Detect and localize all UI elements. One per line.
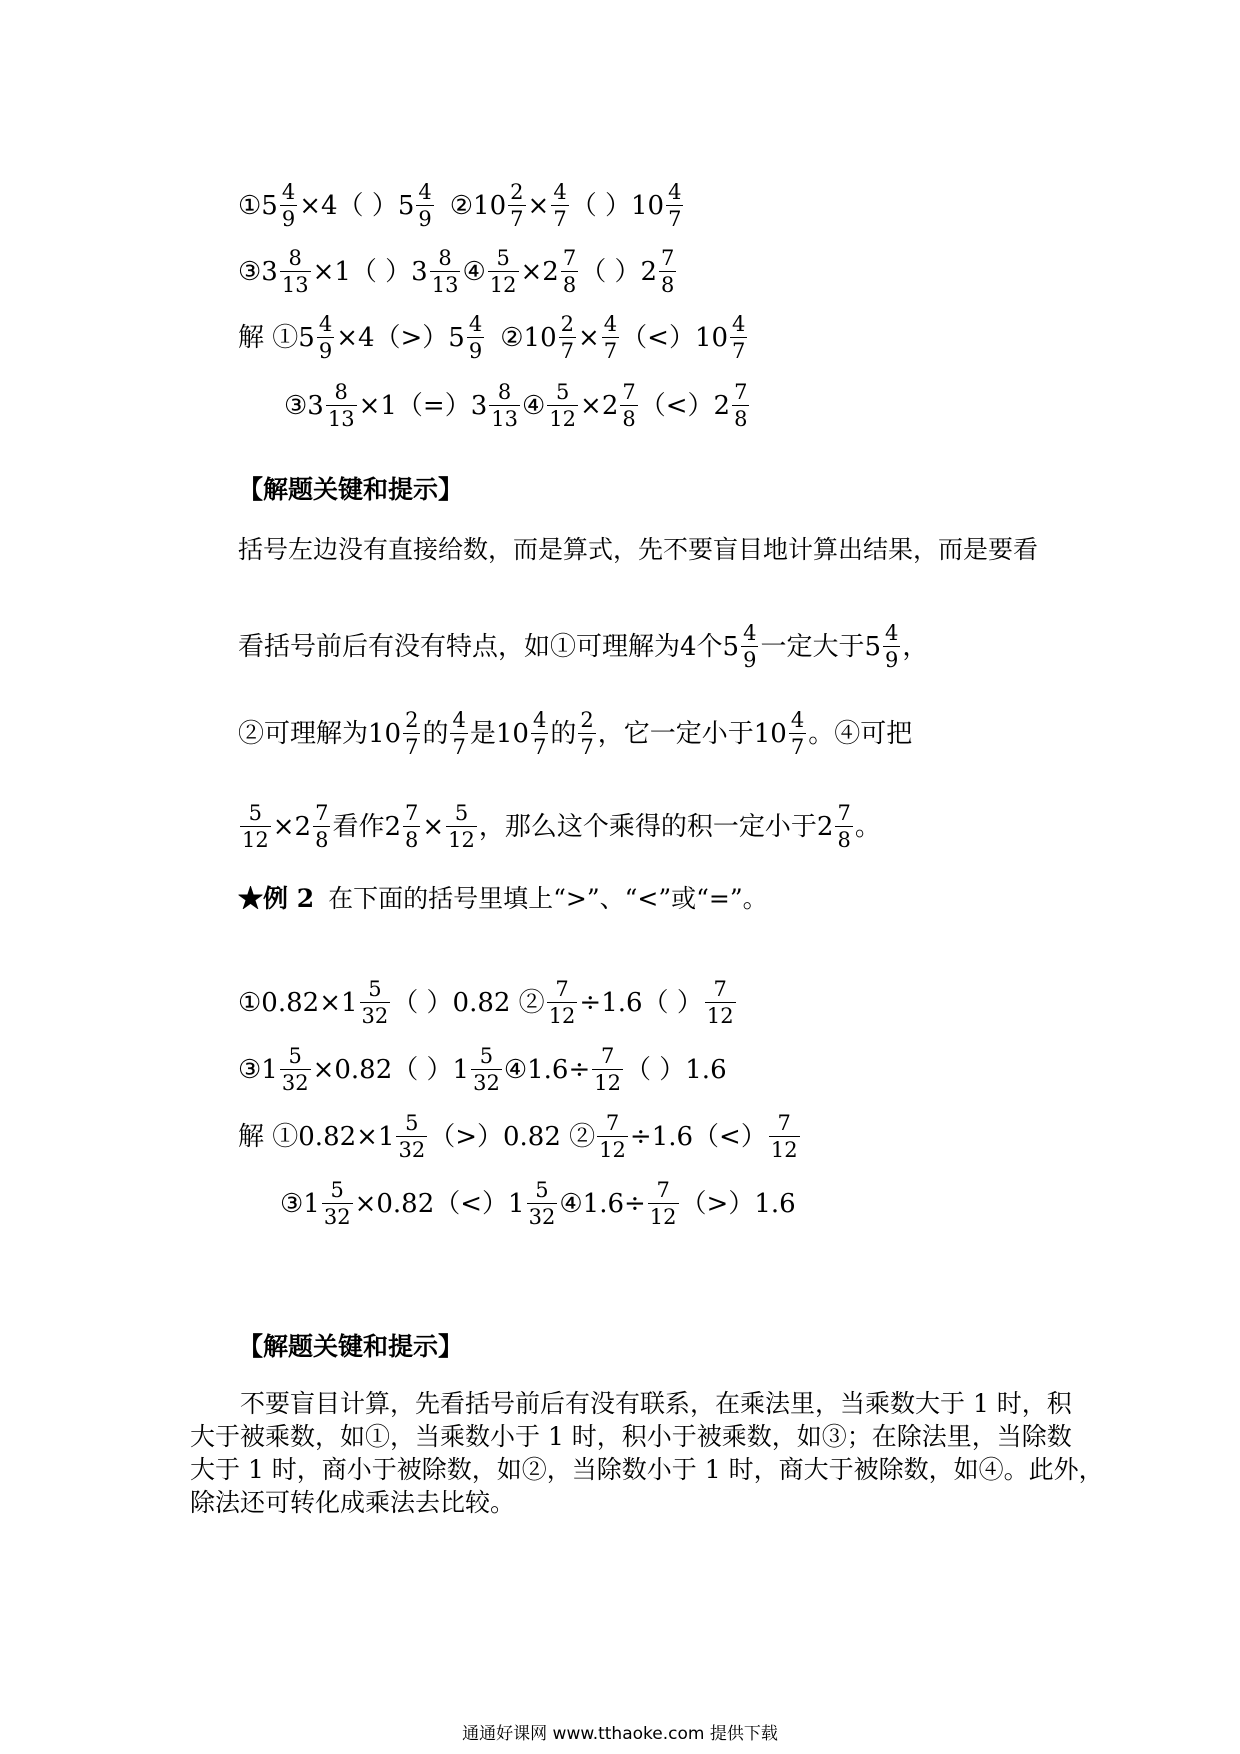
- numerator: 4: [668, 180, 682, 204]
- fraction: [659, 246, 676, 297]
- denominator: 32: [281, 1071, 309, 1095]
- fraction: [769, 1111, 800, 1162]
- fraction: [467, 312, 484, 363]
- text: （>）0.82 ②: [429, 1121, 596, 1152]
- hint-1-paragraph-1: 括号左边没有直接给数，而是算式，先不要盲目地计算出结果，而是要看: [238, 535, 1039, 564]
- ex1-solution-2: [284, 380, 751, 431]
- fraction: [471, 1044, 502, 1095]
- text: ×0.82（ ）1: [312, 1054, 470, 1085]
- numerator: 5: [368, 977, 382, 1001]
- text: 看作2: [332, 811, 401, 842]
- denominator: 12: [489, 273, 517, 297]
- numerator: 4: [418, 180, 432, 204]
- ex1-line-2: [238, 246, 678, 297]
- fraction: [446, 801, 477, 852]
- text: ×: [422, 811, 445, 842]
- numerator: 5: [330, 1178, 344, 1202]
- fraction: [551, 180, 568, 231]
- text: ②10: [500, 322, 557, 353]
- example-label: ★例 2: [238, 884, 315, 913]
- text: 解 ①5: [238, 322, 315, 353]
- numerator: 4: [732, 312, 746, 336]
- denominator: 12: [594, 1071, 621, 1095]
- denominator: 32: [361, 1004, 389, 1028]
- hint-1-paragraph-3: [238, 708, 912, 759]
- text: ×: [527, 190, 550, 221]
- hint-heading-1: 【解题关键和提示】: [238, 475, 464, 504]
- denominator: 7: [532, 735, 547, 759]
- numerator: 7: [837, 801, 851, 825]
- denominator: 8: [837, 828, 851, 852]
- fraction: [741, 621, 758, 672]
- denominator: 9: [318, 339, 333, 363]
- text: （ ）1.6: [625, 1054, 727, 1085]
- numerator: 5: [454, 801, 469, 825]
- fraction: [527, 1178, 558, 1229]
- numerator: 5: [535, 1178, 549, 1202]
- numerator: 4: [603, 312, 618, 336]
- fraction: [489, 380, 520, 431]
- text: ×0.82（<）1: [354, 1188, 525, 1219]
- fraction: [620, 380, 637, 431]
- text: ，: [902, 631, 929, 662]
- text: ×: [578, 322, 600, 353]
- fraction: [403, 708, 420, 759]
- numerator: 8: [497, 380, 512, 404]
- denominator: 8: [734, 407, 748, 431]
- numerator: 7: [600, 1044, 615, 1068]
- denominator: 13: [281, 273, 309, 297]
- hint-1-paragraph-4: [238, 801, 881, 852]
- numerator: 7: [656, 1178, 670, 1202]
- numerator: 5: [555, 380, 570, 404]
- numerator: 2: [580, 708, 594, 732]
- fraction: [280, 246, 311, 297]
- text: ③3: [238, 256, 278, 287]
- denominator: 32: [398, 1138, 426, 1162]
- numerator: 4: [318, 312, 333, 336]
- text: （ ）2: [580, 256, 658, 287]
- text: 的: [550, 718, 577, 749]
- fraction: [430, 246, 461, 297]
- text: ×2: [580, 390, 619, 421]
- fraction: [450, 708, 467, 759]
- fraction: [508, 180, 525, 231]
- text: ×4（ ）5: [299, 190, 415, 221]
- fraction: [666, 180, 683, 231]
- text: ④: [462, 256, 486, 287]
- hint-2-body: [190, 1387, 1104, 1519]
- denominator: 9: [885, 648, 899, 672]
- hint-2-line: 大于 1 时，商小于被除数，如②，当除数小于 1 时，商大于被除数，如④。此外，: [190, 1455, 1104, 1484]
- fraction: [592, 1044, 623, 1095]
- fraction: [547, 380, 578, 431]
- denominator: 12: [599, 1138, 626, 1162]
- text: ×4（>）5: [336, 322, 465, 353]
- fraction: [403, 801, 420, 852]
- ex2-line-1: [238, 977, 738, 1028]
- fraction: [322, 1178, 353, 1229]
- denominator: 7: [452, 735, 466, 759]
- numerator: 4: [532, 708, 547, 732]
- page-footer: 通通好课网 www.tthaoke.com 提供下载: [462, 1724, 778, 1744]
- denominator: 7: [553, 207, 567, 231]
- fraction: [488, 246, 519, 297]
- fraction: [240, 801, 271, 852]
- text: ，它一定小于10: [597, 718, 787, 749]
- example-instruction: 在下面的括号里填上“>”、“<”或“=”。: [328, 884, 768, 913]
- denominator: 32: [473, 1071, 500, 1095]
- numerator: 2: [510, 180, 524, 204]
- denominator: 32: [528, 1205, 556, 1229]
- denominator: 7: [560, 339, 574, 363]
- numerator: 7: [622, 380, 636, 404]
- denominator: 7: [732, 339, 746, 363]
- denominator: 8: [315, 828, 329, 852]
- text: ÷1.6（<）: [629, 1121, 767, 1152]
- denominator: 7: [510, 207, 524, 231]
- text: ④1.6÷: [503, 1054, 591, 1085]
- numerator: 8: [288, 246, 302, 270]
- numerator: 5: [248, 801, 263, 825]
- hint-2-line: 不要盲目计算，先看括号前后有没有联系，在乘法里，当乘数大于 1 时，积: [240, 1389, 1072, 1418]
- ex1-line-1: [238, 180, 685, 231]
- text: （>）1.6: [680, 1188, 796, 1219]
- fraction: [561, 246, 578, 297]
- text: （<）2: [639, 390, 731, 421]
- text: ②可理解为10: [238, 718, 402, 749]
- hint-1-paragraph-2: [238, 621, 928, 672]
- text: ×2: [520, 256, 559, 287]
- denominator: 8: [661, 273, 675, 297]
- text: （ ）10: [570, 190, 665, 221]
- denominator: 9: [743, 648, 757, 672]
- denominator: 12: [706, 1004, 734, 1028]
- numerator: 7: [661, 246, 675, 270]
- fraction: [313, 801, 330, 852]
- fraction: [789, 708, 806, 759]
- denominator: 12: [448, 828, 475, 852]
- text: ×1（=）3: [358, 390, 488, 421]
- text: （<）10: [621, 322, 729, 353]
- text: ②10: [449, 190, 507, 221]
- numerator: 5: [288, 1044, 302, 1068]
- denominator: 7: [603, 339, 618, 363]
- numerator: 8: [438, 246, 452, 270]
- denominator: 12: [242, 828, 269, 852]
- hint-2-line: 大于被乘数，如①，当乘数小于 1 时，积小于被乘数，如③；在除法里，当除数: [190, 1422, 1072, 1451]
- ex2-line-2: [238, 1044, 727, 1095]
- text: ①0.82×1: [238, 987, 358, 1018]
- denominator: 8: [562, 273, 577, 297]
- denominator: 7: [790, 735, 805, 759]
- denominator: 12: [770, 1138, 798, 1162]
- hint-2-line: 除法还可转化成乘法去比较。: [190, 1488, 516, 1517]
- numerator: 2: [560, 312, 574, 336]
- text: ÷1.6（ ）: [579, 987, 703, 1018]
- text: ×1（ ）3: [312, 256, 428, 287]
- denominator: 32: [323, 1205, 351, 1229]
- text: 是10: [469, 718, 529, 749]
- text: ④: [521, 390, 546, 421]
- denominator: 13: [327, 407, 355, 431]
- text: ①5: [238, 190, 278, 221]
- numerator: 8: [334, 380, 348, 404]
- numerator: 7: [562, 246, 577, 270]
- text: ③1: [238, 1054, 278, 1085]
- denominator: 9: [468, 339, 483, 363]
- denominator: 12: [548, 1004, 576, 1028]
- numerator: 5: [496, 246, 510, 270]
- fraction: [531, 708, 548, 759]
- fraction: [705, 977, 736, 1028]
- fraction: [396, 1111, 427, 1162]
- fraction: [559, 312, 576, 363]
- denominator: 12: [549, 407, 577, 431]
- text: 一定大于5: [760, 631, 882, 662]
- numerator: 4: [468, 312, 483, 336]
- denominator: 7: [405, 735, 419, 759]
- fraction: [597, 1111, 628, 1162]
- numerator: 5: [479, 1044, 494, 1068]
- fraction: [547, 977, 578, 1028]
- text: 解 ①0.82×1: [238, 1121, 395, 1152]
- ex2-solution-2: [280, 1178, 796, 1229]
- fraction: [732, 380, 749, 431]
- fraction: [578, 708, 595, 759]
- denominator: 12: [649, 1205, 677, 1229]
- fraction: [317, 312, 334, 363]
- numerator: 4: [885, 621, 899, 645]
- example-2-title: [238, 884, 768, 914]
- numerator: 7: [734, 380, 748, 404]
- numerator: 7: [713, 977, 727, 1001]
- numerator: 7: [404, 801, 419, 825]
- denominator: 13: [491, 407, 518, 431]
- fraction: [730, 312, 747, 363]
- text: ，那么这个乘得的积一定小于2: [478, 811, 834, 842]
- text: 的: [422, 718, 449, 749]
- numerator: 4: [743, 621, 757, 645]
- denominator: 7: [580, 735, 594, 759]
- fraction: [280, 1044, 311, 1095]
- denominator: 9: [418, 207, 432, 231]
- fraction: [648, 1178, 679, 1229]
- text: ×2: [272, 811, 312, 842]
- hint-heading-2: 【解题关键和提示】: [238, 1332, 464, 1361]
- fraction: [280, 180, 297, 231]
- numerator: 4: [452, 708, 466, 732]
- numerator: 5: [405, 1111, 419, 1135]
- text: （ ）0.82 ②: [392, 987, 545, 1018]
- text: ④1.6÷: [559, 1188, 646, 1219]
- fraction: [360, 977, 391, 1028]
- text: ③3: [284, 390, 324, 421]
- numerator: 4: [281, 180, 296, 204]
- text: 看括号前后有没有特点，如①可理解为4个5: [238, 631, 740, 662]
- denominator: 8: [404, 828, 419, 852]
- denominator: 8: [622, 407, 636, 431]
- ex2-solution-1: [238, 1111, 802, 1162]
- numerator: 4: [790, 708, 805, 732]
- ex1-solution-1: [238, 312, 749, 363]
- numerator: 4: [553, 180, 567, 204]
- text: 。: [854, 811, 881, 842]
- text: ③1: [280, 1188, 320, 1219]
- numerator: 7: [777, 1111, 791, 1135]
- fraction: [883, 621, 900, 672]
- numerator: 7: [555, 977, 569, 1001]
- fraction: [416, 180, 433, 231]
- denominator: 13: [431, 273, 459, 297]
- denominator: 7: [668, 207, 682, 231]
- fraction: [602, 312, 619, 363]
- text: 。④可把: [808, 718, 913, 749]
- denominator: 9: [281, 207, 296, 231]
- numerator: 2: [405, 708, 419, 732]
- fraction: [835, 801, 852, 852]
- fraction: [326, 380, 357, 431]
- numerator: 7: [315, 801, 329, 825]
- numerator: 7: [605, 1111, 620, 1135]
